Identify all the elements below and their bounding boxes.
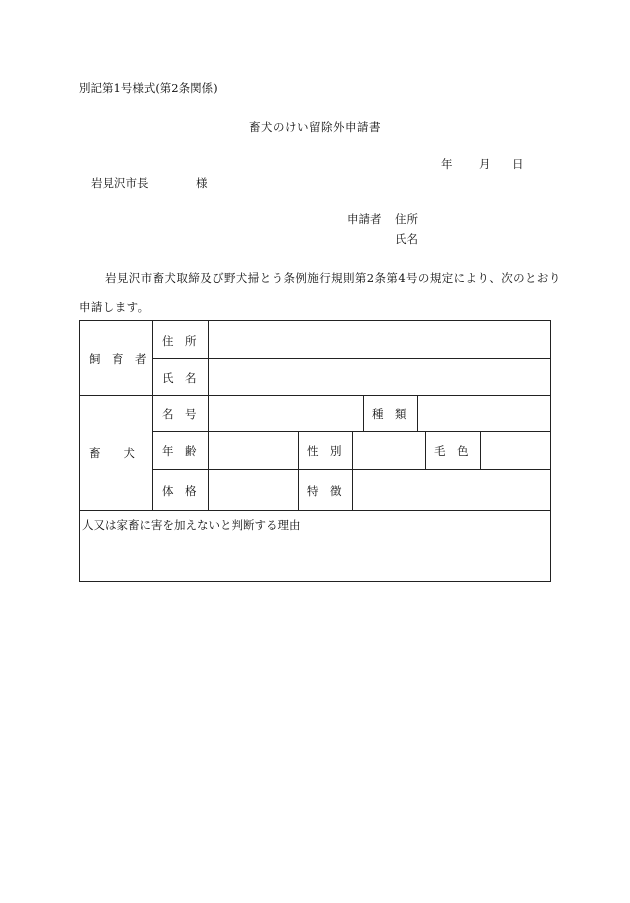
section-divider [80, 510, 550, 511]
owner-section-label: 飼 育 者 [89, 352, 147, 366]
document-title: 畜犬のけい留除外申請書 [249, 120, 381, 134]
addressee-mayor: 岩見沢市長 [91, 176, 149, 190]
date-year-field: 年 [441, 157, 453, 171]
owner-name-label: 氏 名 [162, 371, 197, 385]
dog-features-label: 特 徴 [307, 484, 342, 498]
row-divider [152, 358, 550, 359]
owner-address-label: 住 所 [162, 334, 197, 348]
section-divider [80, 395, 550, 396]
applicant-label: 申請者 [347, 212, 382, 226]
column-divider [425, 431, 426, 469]
dog-sex-label: 性 別 [307, 444, 342, 458]
form-number-label: 別記第1号様式(第2条関係) [79, 81, 218, 95]
dog-age-label: 年 齢 [162, 444, 197, 458]
application-statement-line-1: 岩見沢市畜犬取締及び野犬掃とう条例施行規則第2条第4号の規定により、次のとおり [105, 271, 561, 285]
addressee-honorific: 様 [196, 176, 208, 190]
row-divider [152, 469, 550, 470]
column-divider [298, 431, 299, 510]
column-divider [152, 321, 153, 510]
row-divider [152, 431, 550, 432]
column-divider [352, 431, 353, 510]
column-divider [417, 395, 418, 431]
applicant-name-label: 氏名 [395, 232, 418, 246]
reason-label: 人又は家畜に害を加えないと判断する理由 [82, 518, 301, 532]
application-form-table [79, 320, 551, 582]
dog-name-label: 名 号 [162, 407, 197, 421]
column-divider [208, 321, 209, 510]
application-statement-line-2: 申請します。 [79, 300, 150, 314]
column-divider [480, 431, 481, 469]
applicant-address-label: 住所 [395, 212, 418, 226]
column-divider [363, 395, 364, 431]
dog-build-label: 体 格 [162, 484, 197, 498]
date-month-field: 月 [479, 157, 491, 171]
dog-breed-label: 種 類 [372, 407, 407, 421]
date-day-field: 日 [512, 157, 524, 171]
dog-color-label: 毛 色 [434, 444, 469, 458]
dog-section-label: 畜 犬 [89, 446, 135, 460]
